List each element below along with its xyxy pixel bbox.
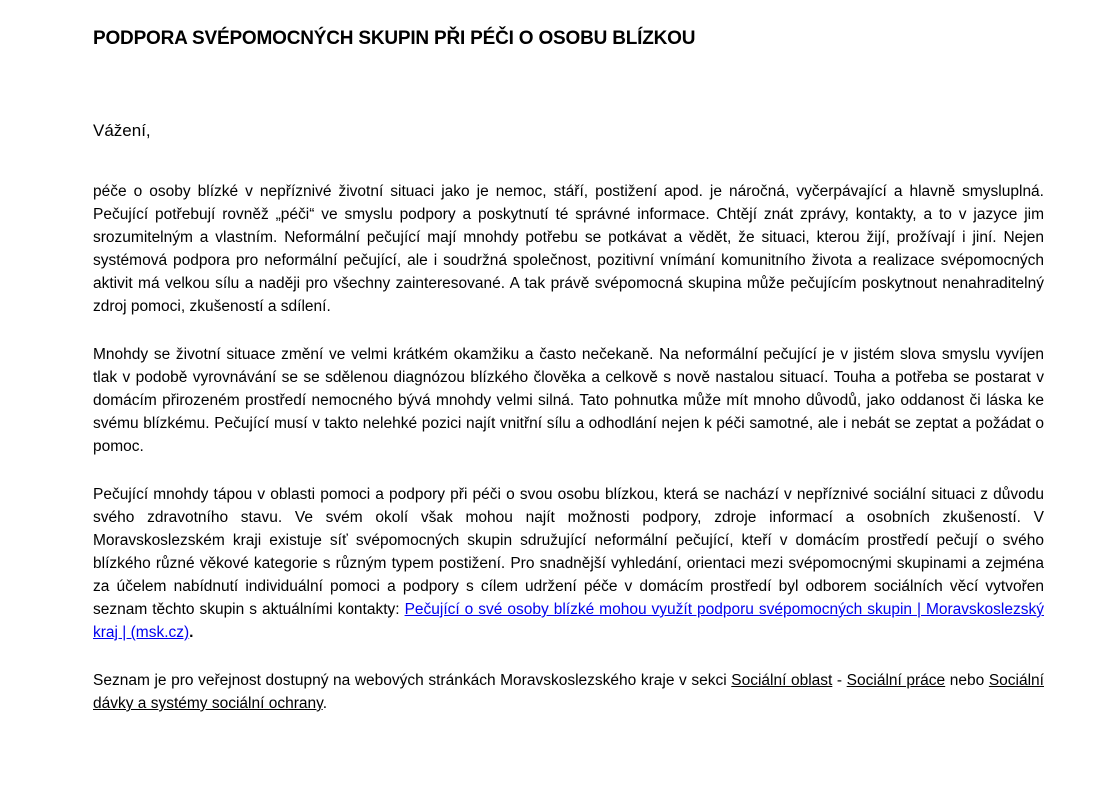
public-list-period: . (322, 695, 328, 712)
public-list-separator-2: nebo (945, 672, 989, 689)
section-term-social-work: Sociální práce (846, 672, 946, 689)
public-list-separator-1: - (832, 672, 847, 689)
section-term-social-area: Sociální oblast (731, 672, 833, 689)
paragraph-selfhelp-groups (93, 483, 1044, 644)
paragraph-life-situation: Mnohdy se životní situace změní ve velmi krátkém okamžiku a často nečekaně. Na neformální pečující je v jistém slova smyslu vyvíjen tlak v podobě vyrovnávání se se sdělenou diagnózou blízkého člověka a celkově s nově nastalou situací. Touha a potřeba se postarat v domácím přirozeném prostředí nemocného bývá mnohdy velmi silná. Tato pohnutka může mít mnoho důvodů, jako oddanost či láska ke svému blízkému. Pečující musí v takto nelehké pozici najít vnitřní sílu a odhodlání nejen k péči samotné, ale i nebát se zeptat a požádat o pomoc. (93, 346, 1044, 455)
paragraph-care-intro: péče o osoby blízké v nepříznivé životní situaci jako je nemoc, stáří, postižení apod. je náročná, vyčerpávající a hlavně smysluplná. Pečující potřebují rovněž „péči“ ve smyslu podpory a poskytnutí té správné informace. Chtějí znát zprávy, kontakty, a to v jazyce jim srozumitelným a vlastním. Neformální pečující mají mnohdy potřebu se potkávat a vědět, že situaci, kterou žijí, prožívají i jiní. Nejen systémová podpora pro neformální pečující, ale i soudržná společnost, pozitivní vnímání komunitního života a realizace svépomocných aktivit má velkou sílu a naději pro všechny zainteresované. A tak právě svépomocná skupina může pečujícím poskytnout nenahraditelný zdroj pomoci, zkušeností a sdílení. (93, 183, 1044, 315)
paragraph-selfhelp-text: Pečující mnohdy tápou v oblasti pomoci a podpory při péči o svou osobu blízkou, která se nachází v nepříznivé sociální situaci z důvodu svého zdravotního stavu. Ve svém okolí však mohou najít možnosti podpory, zdroje informací a osobních zkušeností. V Moravskoslezském kraji existuje síť svépomocných skupin sdružující neformální pečující, kteří v domácím prostředí pečují o svého blízkého různé věkové kategorie s různým typem postižení. Pro snadnější vyhledání, orientaci mezi svépomocnými skupinami a zejména za účelem nabídnutí individuální pomoci a podpory s cílem udržení péče v domácím prostředí byl odborem sociálních věcí vytvořen seznam těchto skupin s aktuálními kontakty: (93, 486, 1044, 618)
section-term-social-benefits: Sociální dávky a systémy sociální ochrany (93, 672, 1044, 712)
salutation: Vážení, (93, 121, 151, 140)
public-list-text: Seznam je pro veřejnost dostupný na webových stránkách Moravskoslezského kraje v sekci (93, 672, 732, 689)
paragraph-public-list (93, 669, 1044, 715)
document-title: PODPORA SVÉPOMOCNÝCH SKUPIN PŘI PÉČI O OSOBU BLÍZKOU (93, 28, 696, 49)
paragraph-selfhelp-period: . (189, 624, 194, 641)
msk-selfhelp-groups-link[interactable]: Pečující o své osoby blízké mohou využít podporu svépomocných skupin | Moravskoslezský kraj | (msk.cz) (93, 601, 1044, 641)
